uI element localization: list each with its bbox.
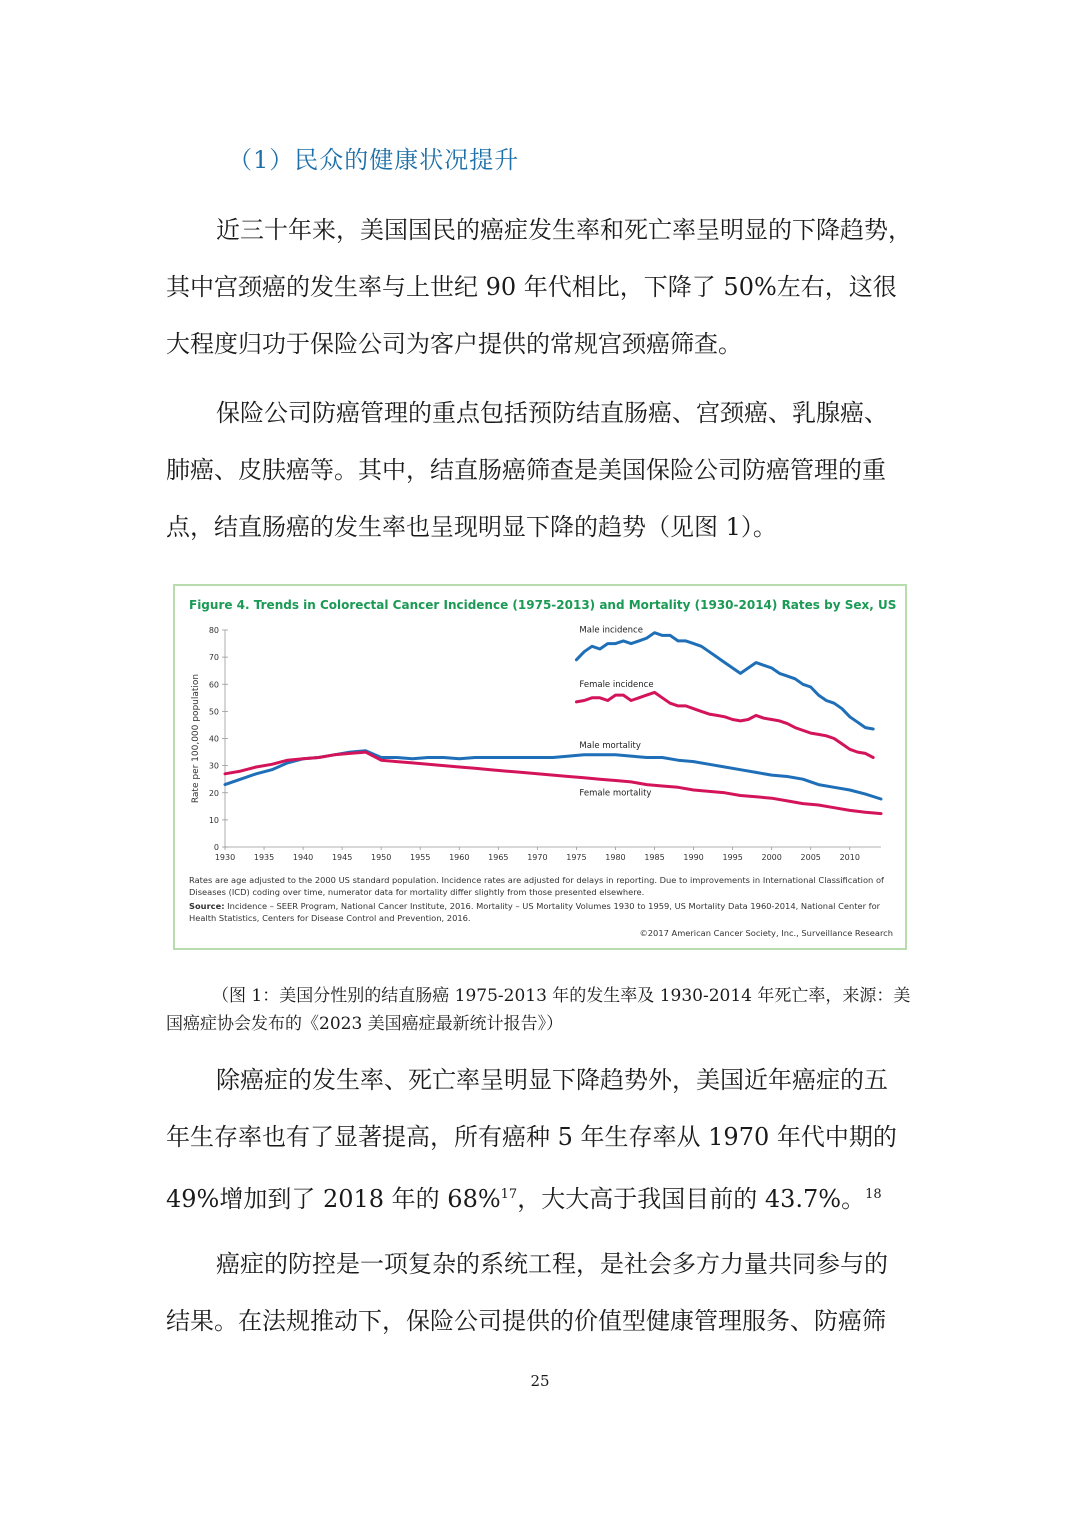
x-tick-label: 1930 bbox=[214, 853, 236, 862]
figure-caption bbox=[166, 982, 918, 1038]
paragraph-line: 肺癌、皮肤癌等。其中，结直肠癌筛查是美国保险公司防癌管理的重 bbox=[166, 456, 886, 484]
series-label: Male incidence bbox=[579, 625, 643, 636]
x-tick-label: 1990 bbox=[683, 853, 704, 862]
y-tick-label: 40 bbox=[208, 734, 219, 744]
series-line-female-mortality bbox=[225, 752, 881, 814]
x-tick-label: 1955 bbox=[410, 853, 431, 862]
paragraph-line: 其中宫颈癌的发生率与上世纪 90 年代相比，下降了 50%左右，这很 bbox=[166, 273, 897, 301]
x-tick-label: 1960 bbox=[449, 853, 470, 862]
y-tick-label: 60 bbox=[208, 680, 219, 690]
caption-line: （图 1：美国分性别的结直肠癌 1975-2013 年的发生率及 1930-2014 年死亡率，来源：美 bbox=[212, 986, 911, 1006]
paragraph-line: 年生存率也有了显著提高，所有癌种 5 年生存率从 1970 年代中期的 bbox=[166, 1123, 897, 1151]
y-tick-label: 50 bbox=[208, 707, 219, 717]
x-tick-label: 1995 bbox=[722, 853, 743, 862]
y-axis-label: Rate per 100,000 population bbox=[191, 673, 201, 804]
paragraph-line: 结果。在法规推动下，保险公司提供的价值型健康管理服务、防癌筛 bbox=[166, 1307, 886, 1335]
figure-note: Rates are age adjusted to the 2000 US standard population. Incidence rates are adjusted for delays in reporting. Due to improvements in International Classification of Diseases (ICD) coding over time, numerator data for mortality differ slightly from those presented elsewhere. bbox=[189, 875, 884, 897]
paragraph-line: 癌症的防控是一项复杂的系统工程，是社会多方力量共同参与的 bbox=[216, 1250, 888, 1278]
x-tick-label: 1950 bbox=[371, 853, 392, 862]
series-label: Female mortality bbox=[579, 788, 652, 799]
series-label: Male mortality bbox=[579, 740, 641, 751]
x-tick-label: 1945 bbox=[331, 853, 353, 862]
x-tick-label: 2005 bbox=[800, 853, 821, 862]
paragraph-line: 除癌症的发生率、死亡率呈明显下降趋势外，美国近年癌症的五 bbox=[216, 1066, 888, 1094]
series-label: Female incidence bbox=[579, 679, 654, 690]
footnote-ref: 17 bbox=[500, 1187, 518, 1202]
paragraph-4 bbox=[166, 1236, 918, 1350]
x-tick-label: 1965 bbox=[488, 853, 509, 862]
paragraph-2 bbox=[166, 385, 918, 556]
y-tick-label: 30 bbox=[208, 761, 219, 771]
paragraph-line: 大程度归功于保险公司为客户提供的常规宫颈癌筛查。 bbox=[166, 330, 742, 358]
line-chart bbox=[175, 616, 905, 886]
y-tick-label: 20 bbox=[208, 788, 219, 798]
paragraph-line: 近三十年来，美国国民的癌症发生率和死亡率呈明显的下降趋势， bbox=[216, 216, 912, 244]
x-tick-label: 1975 bbox=[566, 853, 587, 862]
caption-line: 国癌症协会发布的《2023 美国癌症最新统计报告》） bbox=[166, 1014, 564, 1034]
x-tick-label: 2010 bbox=[839, 853, 860, 862]
paragraph-1 bbox=[166, 202, 918, 373]
x-tick-label: 1980 bbox=[605, 853, 626, 862]
figure-source: Source: Incidence – SEER Program, National Cancer Institute, 2016. Mortality – US Mortality Volumes 1930 to 1959, US Mortality Data 1960-2014, National Center for Health Statistics, Centers for Disease Control and Prevention, 2016. bbox=[189, 901, 881, 923]
figure-chart-box bbox=[173, 584, 907, 950]
x-tick-label: 1935 bbox=[253, 853, 275, 862]
paragraph-line: 49%增加到了 2018 年的 68%$^{17}$，大大高于我国目前的 43.7%。$^{18}$ bbox=[166, 1185, 882, 1213]
y-tick-label: 80 bbox=[208, 626, 219, 635]
x-tick-label: 1970 bbox=[527, 853, 548, 862]
y-tick-label: 0 bbox=[213, 843, 219, 852]
paragraph-line: 保险公司防癌管理的重点包括预防结直肠癌、宫颈癌、乳腺癌、 bbox=[216, 399, 888, 427]
page-number: 25 bbox=[530, 1372, 550, 1390]
section-heading: （1）民众的健康状况提升 bbox=[228, 146, 520, 174]
paragraph-line: 点，结直肠癌的发生率也呈现明显下降的趋势（见图 1）。 bbox=[166, 513, 777, 541]
x-tick-label: 2000 bbox=[761, 853, 782, 862]
paragraph-3 bbox=[166, 1052, 918, 1228]
footnote-ref: 18 bbox=[865, 1187, 882, 1202]
y-tick-label: 10 bbox=[208, 815, 219, 825]
figure-title: Figure 4. Trends in Colorectal Cancer Incidence (1975-2013) and Mortality (1930-2014) Rates by Sex, US bbox=[189, 598, 897, 612]
y-tick-label: 70 bbox=[208, 653, 219, 663]
x-tick-label: 1985 bbox=[644, 853, 665, 862]
x-tick-label: 1940 bbox=[292, 853, 314, 862]
figure-copyright: ©2017 American Cancer Society, Inc., Surveillance Research bbox=[639, 928, 893, 938]
